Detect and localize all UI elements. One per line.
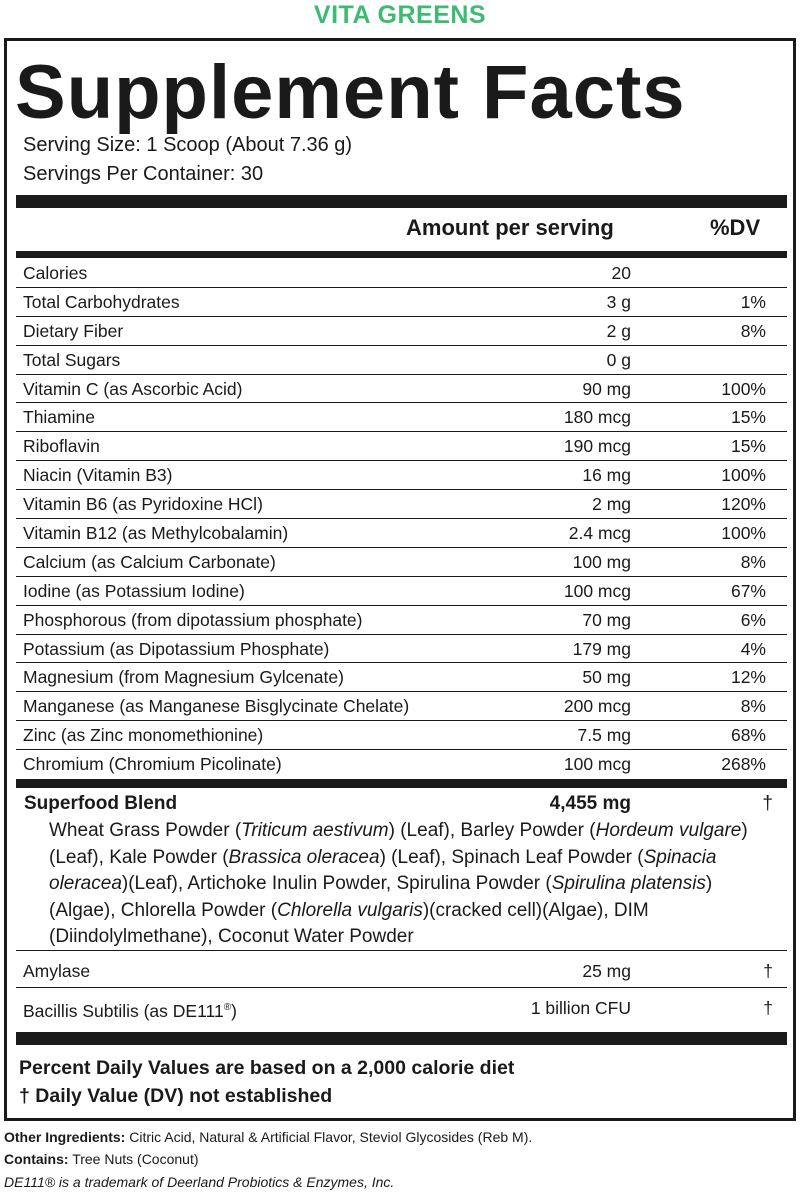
nutrient-row bbox=[16, 375, 787, 404]
divider-thick-footer bbox=[16, 1032, 787, 1045]
nutrient-amount: 190 mcg bbox=[563, 436, 631, 457]
contains-allergens: Contains: Tree Nuts (Coconut) bbox=[4, 1151, 199, 1167]
nutrient-dv: 12% bbox=[730, 667, 766, 688]
ingredient-text: ) (Leaf), Spinach Leaf Powder ( bbox=[379, 846, 644, 868]
latin-name: Spinacia oleracea bbox=[49, 846, 717, 894]
trademark-notice: DE111® is a trademark of Deerland Probiotics & Enzymes, Inc. bbox=[4, 1174, 395, 1190]
nutrient-name: Potassium (as Dipotassium Phosphate) bbox=[23, 638, 330, 659]
row-amount: 25 mg bbox=[582, 961, 631, 981]
nutrient-dv: 8% bbox=[740, 320, 766, 341]
nutrient-amount: 16 mg bbox=[582, 465, 631, 486]
nutrient-name: Calcium (as Calcium Carbonate) bbox=[23, 551, 276, 572]
divider-thick bbox=[16, 195, 787, 208]
blend-description bbox=[49, 818, 779, 951]
ingredient-text: ) (Leaf), Barley Powder ( bbox=[388, 820, 596, 841]
footnote-dv-not-established: † Daily Value (DV) not established bbox=[19, 1085, 333, 1107]
nutrient-name: Vitamin C (as Ascorbic Acid) bbox=[23, 378, 243, 399]
nutrient-row bbox=[16, 635, 787, 664]
nutrient-row bbox=[16, 519, 787, 548]
nutrient-dv: 120% bbox=[721, 494, 766, 515]
row-amount: 1 billion CFU bbox=[530, 998, 631, 1018]
nutrient-row bbox=[16, 490, 787, 519]
nutrient-row bbox=[16, 259, 787, 288]
other-ingredients: Other Ingredients: Citric Acid, Natural & Artificial Flavor, Steviol Glycosides (Reb M). bbox=[4, 1129, 533, 1145]
nutrient-amount: 0 g bbox=[606, 349, 631, 370]
nutrient-name: Chromium (Chromium Picolinate) bbox=[23, 754, 282, 775]
nutrient-name: Manganese (as Manganese Bisglycinate Chelate) bbox=[23, 696, 410, 717]
nutrient-row bbox=[16, 317, 787, 346]
nutrient-name: Vitamin B12 (as Methylcobalamin) bbox=[23, 523, 289, 544]
nutrient-row bbox=[16, 692, 787, 721]
nutrient-amount: 70 mg bbox=[582, 609, 631, 630]
latin-name: Triticum aestivum bbox=[241, 820, 389, 841]
nutrient-row bbox=[16, 606, 787, 635]
header-amount: Amount per serving bbox=[406, 215, 614, 240]
ingredient-text: )(Leaf), Artichoke Inulin Powder, Spirulina Powder ( bbox=[121, 873, 552, 894]
nutrient-row bbox=[16, 548, 787, 577]
nutrient-dv: 1% bbox=[740, 291, 766, 312]
nutrient-amount: 50 mg bbox=[582, 667, 631, 688]
nutrient-dv: 100% bbox=[721, 465, 766, 486]
nutrient-name: Dietary Fiber bbox=[23, 320, 124, 341]
nutrient-name: Total Carbohydrates bbox=[23, 291, 180, 312]
blend-amount: 4,455 mg bbox=[549, 793, 631, 814]
nutrient-amount: 179 mg bbox=[572, 638, 631, 659]
serving-size: Serving Size: 1 Scoop (About 7.36 g) bbox=[23, 134, 353, 156]
row-name: Amylase bbox=[23, 961, 91, 981]
nutrient-amount: 2 mg bbox=[592, 494, 631, 515]
latin-name: Hordeum vulgare bbox=[595, 820, 742, 841]
nutrient-dv: 15% bbox=[730, 436, 766, 457]
nutrient-amount: 2.4 mcg bbox=[568, 523, 631, 544]
nutrient-name: Phosphorous (from dipotassium phosphate) bbox=[23, 609, 363, 630]
nutrient-name: Vitamin B6 (as Pyridoxine HCl) bbox=[23, 494, 263, 515]
nutrient-name: Total Sugars bbox=[23, 349, 121, 370]
nutrient-name: Zinc (as Zinc monomethionine) bbox=[23, 725, 264, 746]
nutrient-row bbox=[16, 721, 787, 750]
header-dv: %DV bbox=[710, 215, 761, 240]
supplement-facts-panel bbox=[4, 38, 796, 1121]
nutrient-amount: 180 mcg bbox=[563, 407, 631, 428]
nutrient-row bbox=[16, 432, 787, 461]
blend-dv: † bbox=[762, 793, 773, 814]
brand-name: VITA GREENS bbox=[313, 1, 487, 29]
latin-name: Spirulina platensis bbox=[551, 873, 706, 894]
nutrient-name: Magnesium (from Magnesium Gylcenate) bbox=[23, 667, 344, 688]
nutrient-name: Iodine (as Potassium Iodine) bbox=[23, 580, 245, 601]
nutrient-dv: 6% bbox=[740, 609, 766, 630]
nutrient-row bbox=[16, 288, 787, 317]
nutrient-dv: 68% bbox=[730, 725, 766, 746]
nutrient-name: Niacin (Vitamin B3) bbox=[23, 465, 173, 486]
bacillus-row bbox=[16, 997, 787, 1025]
nutrient-name: Riboflavin bbox=[23, 436, 100, 457]
latin-name: Chlorella vulgaris bbox=[277, 899, 423, 921]
nutrient-amount: 200 mcg bbox=[563, 696, 631, 717]
row-name: Bacillis Subtilis (as DE111®) bbox=[23, 1000, 237, 1021]
nutrient-amount: 100 mcg bbox=[563, 754, 631, 775]
nutrient-dv: 8% bbox=[740, 696, 766, 717]
nutrient-row bbox=[16, 403, 787, 432]
nutrient-amount: 20 bbox=[611, 263, 631, 283]
nutrient-amount: 2 g bbox=[606, 320, 631, 341]
ingredient-text: Wheat Grass Powder ( bbox=[49, 820, 242, 841]
footnote-dv-basis: Percent Daily Values are based on a 2,000 calorie diet bbox=[19, 1057, 515, 1079]
nutrient-amount: 3 g bbox=[606, 291, 631, 312]
nutrient-dv: 15% bbox=[730, 407, 766, 428]
nutrient-amount: 100 mg bbox=[572, 551, 631, 572]
nutrient-dv: 100% bbox=[721, 378, 766, 399]
panel-title: Supplement Facts bbox=[15, 50, 686, 135]
nutrient-dv: 100% bbox=[721, 523, 766, 544]
ingredient-text: ) (Leaf), Kale Powder ( bbox=[49, 820, 748, 868]
nutrient-dv: 8% bbox=[740, 551, 766, 572]
nutrient-rows bbox=[16, 259, 787, 779]
nutrient-dv: 4% bbox=[740, 638, 766, 659]
blend-name: Superfood Blend bbox=[24, 793, 178, 814]
nutrient-name: Calories bbox=[23, 263, 88, 283]
divider-thin bbox=[16, 987, 787, 988]
nutrient-name: Thiamine bbox=[23, 407, 95, 428]
nutrient-amount: 90 mg bbox=[582, 378, 631, 399]
nutrient-row bbox=[16, 663, 787, 692]
row-dv: † bbox=[763, 998, 773, 1018]
nutrient-amount: 7.5 mg bbox=[577, 725, 631, 746]
ingredient-text: )(cracked cell)(Algae), DIM (Diindolylmethane), Coconut Water Powder bbox=[49, 899, 649, 947]
nutrient-dv: 67% bbox=[730, 580, 766, 601]
divider-medium bbox=[16, 251, 787, 258]
nutrient-row bbox=[16, 577, 787, 606]
nutrient-dv: 268% bbox=[721, 754, 766, 775]
nutrient-row bbox=[16, 346, 787, 375]
superfood-blend bbox=[16, 793, 787, 947]
ingredient-text: ) (Algae), Chlorella Powder ( bbox=[49, 873, 713, 921]
amylase-row bbox=[16, 960, 787, 988]
nutrient-row bbox=[16, 750, 787, 779]
row-dv: † bbox=[763, 961, 773, 981]
servings-per-container: Servings Per Container: 30 bbox=[23, 163, 264, 185]
latin-name: Brassica oleracea bbox=[228, 846, 380, 868]
nutrient-amount: 100 mcg bbox=[563, 580, 631, 601]
nutrient-row bbox=[16, 461, 787, 490]
divider-thin bbox=[16, 950, 787, 951]
divider-thick-blend bbox=[16, 779, 787, 788]
